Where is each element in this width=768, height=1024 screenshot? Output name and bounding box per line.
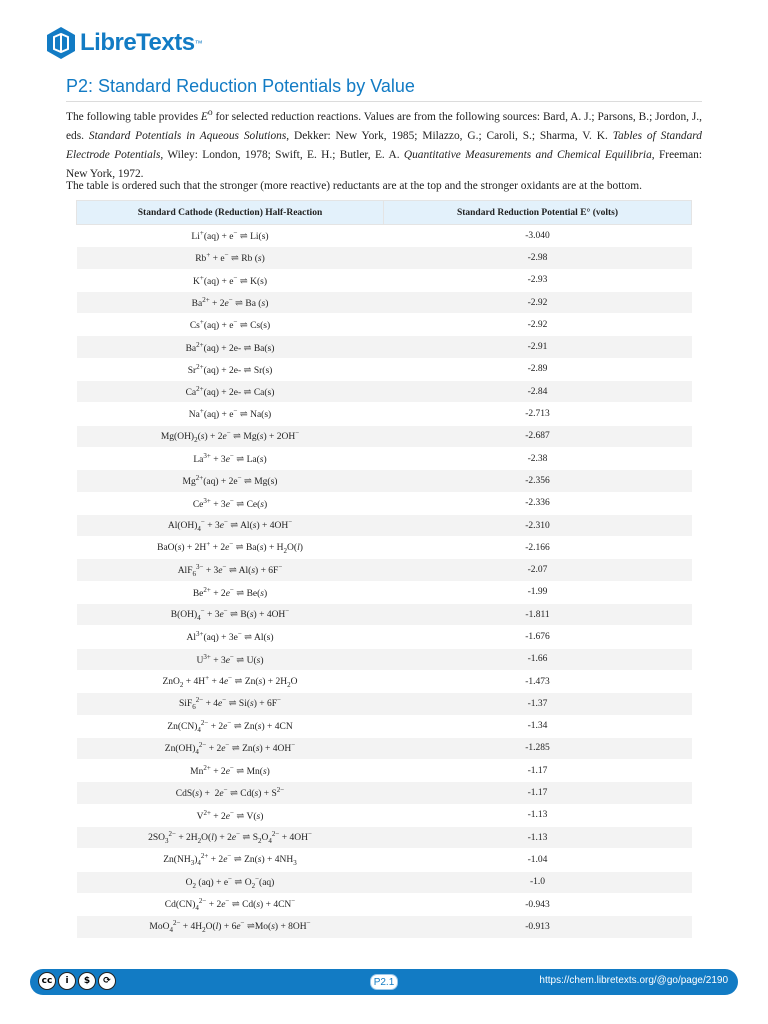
half-reaction-cell: $Mn^{2+} + 2e^-$ ⇌ Mn(s)	[77, 760, 384, 782]
potential-value-cell: -0.913	[384, 916, 692, 938]
intro-text: , Freeman: New York, 1972.	[66, 148, 702, 180]
table-row	[77, 314, 692, 336]
potential-value-cell: -2.84	[384, 381, 692, 403]
table-row	[77, 849, 692, 871]
potential-value-cell: -2.07	[384, 559, 692, 581]
potential-value-cell: -2.166	[384, 537, 692, 559]
table-row	[77, 715, 692, 737]
table-body	[77, 225, 692, 939]
half-reaction-cell: $B(OH)_4^- + 3e^-$ ⇌ B(s) + 4OH−	[77, 604, 384, 626]
ordering-note: The table is ordered such that the stronger (more reactive) reductants are at the top and the stronger oxidants are at the bottom.	[66, 180, 642, 192]
potential-value-cell: -1.17	[384, 760, 692, 782]
potential-value-cell: -1.811	[384, 604, 692, 626]
half-reaction-cell: $Ba^{2+}(aq) + 2e-$ ⇌ Ba(s)	[77, 336, 384, 358]
half-reaction-cell: $Be^{2+} + 2e^-$ ⇌ Be(s)	[77, 581, 384, 603]
table-row	[77, 581, 692, 603]
table-row	[77, 225, 692, 247]
half-reaction-cell: $Zn(OH)_4^{2-} + 2e^-$ ⇌ Zn(s) + 4OH−	[77, 737, 384, 759]
half-reaction-cell: K+(aq) + e− ⇌ K(s)	[77, 269, 384, 291]
half-reaction-cell: $Mg^{2+}(aq) + 2e^-$ ⇌ Mg(s)	[77, 470, 384, 492]
table-row	[77, 871, 692, 893]
half-reaction-cell: $O_2$ (aq) + e− ⇌ $O_2^-(aq)$	[77, 871, 384, 893]
table-row	[77, 403, 692, 425]
potential-value-cell: -1.473	[384, 670, 692, 692]
half-reaction-cell: $Al(OH)_4^- + 3e^-$ ⇌ Al(s) + 4OH−	[77, 514, 384, 536]
page-url[interactable]: https://chem.libretexts.org/@go/page/2190	[539, 975, 728, 986]
half-reaction-cell: $Zn(NH_3)_4^{2+} + 2e^-$ ⇌ $Zn(s) + 4NH_3$	[77, 849, 384, 871]
intro-text: for selected reduction reactions. Values are from the following sources: Bard, A. J.; Parsons, B.; Jordon, J., eds.	[66, 110, 702, 142]
table-row	[77, 537, 692, 559]
table-row	[77, 604, 692, 626]
table-row	[77, 358, 692, 380]
potential-value-cell: -2.92	[384, 291, 692, 313]
table-row	[77, 291, 692, 313]
table-header-row	[77, 201, 692, 225]
potential-value-cell: -1.34	[384, 715, 692, 737]
book-title: Quantitative Measurements and Chemical Equilibria	[403, 148, 652, 161]
intro-degree: o	[207, 108, 213, 118]
potential-value-cell: -2.713	[384, 403, 692, 425]
potential-value-cell: -2.91	[384, 336, 692, 358]
half-reaction-cell: $Ca^{2+}(aq) + 2e-$ ⇌ Ca(s)	[77, 381, 384, 403]
half-reaction-cell: $La^{3+} + 3e^-$ ⇌ La(s)	[77, 447, 384, 469]
table-row	[77, 269, 692, 291]
half-reaction-cell: $Ce^{3+} + 3e^-$ ⇌ Ce(s)	[77, 492, 384, 514]
half-reaction-cell: $MoO_4^{2-} + 4H_2O(l) + 6e^-$ ⇌Mo(s) + 8OH−	[77, 916, 384, 938]
intro-e-symbol: E	[200, 110, 208, 123]
column-header-half-reaction: Standard Cathode (Reduction) Half-Reaction	[77, 201, 384, 225]
half-reaction-cell: $Al^{3+}(aq) + 3e^-$ ⇌ Al(s)	[77, 626, 384, 648]
footer-bar	[30, 969, 738, 995]
potential-value-cell: -3.040	[384, 225, 692, 247]
cc-by-icon: i	[58, 972, 76, 990]
half-reaction-cell: BaO(s) + 2H+ + 2e− ⇌ $Ba(s) + H_2O(l)$	[77, 537, 384, 559]
potential-value-cell: -2.38	[384, 447, 692, 469]
potential-value-cell: -0.943	[384, 893, 692, 915]
logo-trademark: ™	[194, 38, 203, 48]
table-row	[77, 514, 692, 536]
half-reaction-cell: Li+(aq) + e− ⇌ Li(s)	[77, 225, 384, 247]
table-row	[77, 381, 692, 403]
potential-value-cell: -2.687	[384, 425, 692, 447]
potential-value-cell: -1.0	[384, 871, 692, 893]
potential-value-cell: -2.98	[384, 247, 692, 269]
half-reaction-cell: $V^{2+} + 2e^-$ ⇌ V(s)	[77, 804, 384, 826]
table-row	[77, 470, 692, 492]
intro-paragraph	[66, 104, 702, 184]
table-row	[77, 693, 692, 715]
libretexts-logo[interactable]	[46, 26, 203, 60]
page-title: P2: Standard Reduction Potentials by Value	[66, 76, 702, 102]
potential-value-cell: -2.93	[384, 269, 692, 291]
table-row	[77, 804, 692, 826]
half-reaction-cell: Rb+ + e− ⇌ Rb (s)	[77, 247, 384, 269]
table-row	[77, 782, 692, 804]
table-row	[77, 893, 692, 915]
table-row	[77, 670, 692, 692]
potential-value-cell: -1.13	[384, 827, 692, 849]
table-row	[77, 247, 692, 269]
potential-value-cell: -2.310	[384, 514, 692, 536]
potential-value-cell: -1.676	[384, 626, 692, 648]
half-reaction-cell: $Sr^{2+}(aq) + 2e-$ ⇌ Sr(s)	[77, 358, 384, 380]
cc-nc-icon: $	[78, 972, 96, 990]
half-reaction-cell: $Zn(CN)_4^{2-} + 2e^-$ ⇌ Zn(s) + 4CN	[77, 715, 384, 737]
intro-text: The following table provides	[66, 110, 201, 123]
potential-value-cell: -1.99	[384, 581, 692, 603]
potential-value-cell: -1.17	[384, 782, 692, 804]
table-row	[77, 626, 692, 648]
potential-value-cell: -2.89	[384, 358, 692, 380]
column-header-potential: Standard Reduction Potential E° (volts)	[384, 201, 692, 225]
half-reaction-cell: AlF$_6^{3-}$ + 3e− ⇌ Al(s) + 6F−	[77, 559, 384, 581]
table-row	[77, 827, 692, 849]
table-row	[77, 916, 692, 938]
table-row	[77, 336, 692, 358]
license-icons[interactable]	[38, 972, 116, 990]
half-reaction-cell: CdS(s) + 2e− ⇌ $Cd(s) + S^{2-}$	[77, 782, 384, 804]
cc-sa-icon: ⟳	[98, 972, 116, 990]
book-title: Standard Potentials in Aqueous Solutions	[88, 129, 287, 142]
table-row	[77, 760, 692, 782]
potential-value-cell: -1.285	[384, 737, 692, 759]
potential-value-cell: -1.37	[384, 693, 692, 715]
half-reaction-cell: $2SO_3^{2-} + 2H_2O(l) + 2e^-$ ⇌ $S_2O_4^{2-} + 4OH^-$	[77, 827, 384, 849]
table-row	[77, 447, 692, 469]
potential-value-cell: -2.92	[384, 314, 692, 336]
half-reaction-cell: $Mg(OH)_2(s) + 2e^-$ ⇌ Mg(s) + 2OH−	[77, 425, 384, 447]
potential-value-cell: -2.356	[384, 470, 692, 492]
potential-value-cell: -2.336	[384, 492, 692, 514]
table-row	[77, 559, 692, 581]
half-reaction-cell: $Cd(CN)_4^{2-} + 2e^-$ ⇌ Cd(s) + 4CN−	[77, 893, 384, 915]
half-reaction-cell: Cs+(aq) + e− ⇌ Cs(s)	[77, 314, 384, 336]
potential-value-cell: -1.04	[384, 849, 692, 871]
potential-value-cell: -1.13	[384, 804, 692, 826]
page-number-badge: P2.1	[370, 974, 398, 990]
cc-cc-icon: cc	[38, 972, 56, 990]
table-row	[77, 737, 692, 759]
reduction-potentials-table	[76, 200, 692, 939]
table-row	[77, 425, 692, 447]
potential-value-cell: -1.66	[384, 648, 692, 670]
libretexts-hexagon-icon	[46, 26, 76, 60]
book-title: Tables of Standard Electrode Potentials	[66, 129, 703, 161]
half-reaction-cell: ZnO$_2$ + 4H+ + 4e− ⇌ $Zn(s) + 2H_2O$	[77, 670, 384, 692]
logo-text: LibreTexts	[80, 29, 195, 56]
table-row	[77, 492, 692, 514]
intro-text: , Wiley: London, 1978; Swift, E. H.; Butler, E. A.	[160, 148, 404, 161]
half-reaction-cell: Na+(aq) + e− ⇌ Na(s)	[77, 403, 384, 425]
intro-text: , Dekker: New York, 1985; Milazzo, G.; Caroli, S.; Sharma, V. K.	[286, 129, 613, 142]
half-reaction-cell: SiF$_6^{2-}$ + 4e− ⇌ Si(s) + 6F−	[77, 693, 384, 715]
half-reaction-cell: $U^{3+} + 3e^-$ ⇌ U(s)	[77, 648, 384, 670]
table-row	[77, 648, 692, 670]
half-reaction-cell: $Ba^{2+} + 2e^-$ ⇌ Ba (s)	[77, 291, 384, 313]
